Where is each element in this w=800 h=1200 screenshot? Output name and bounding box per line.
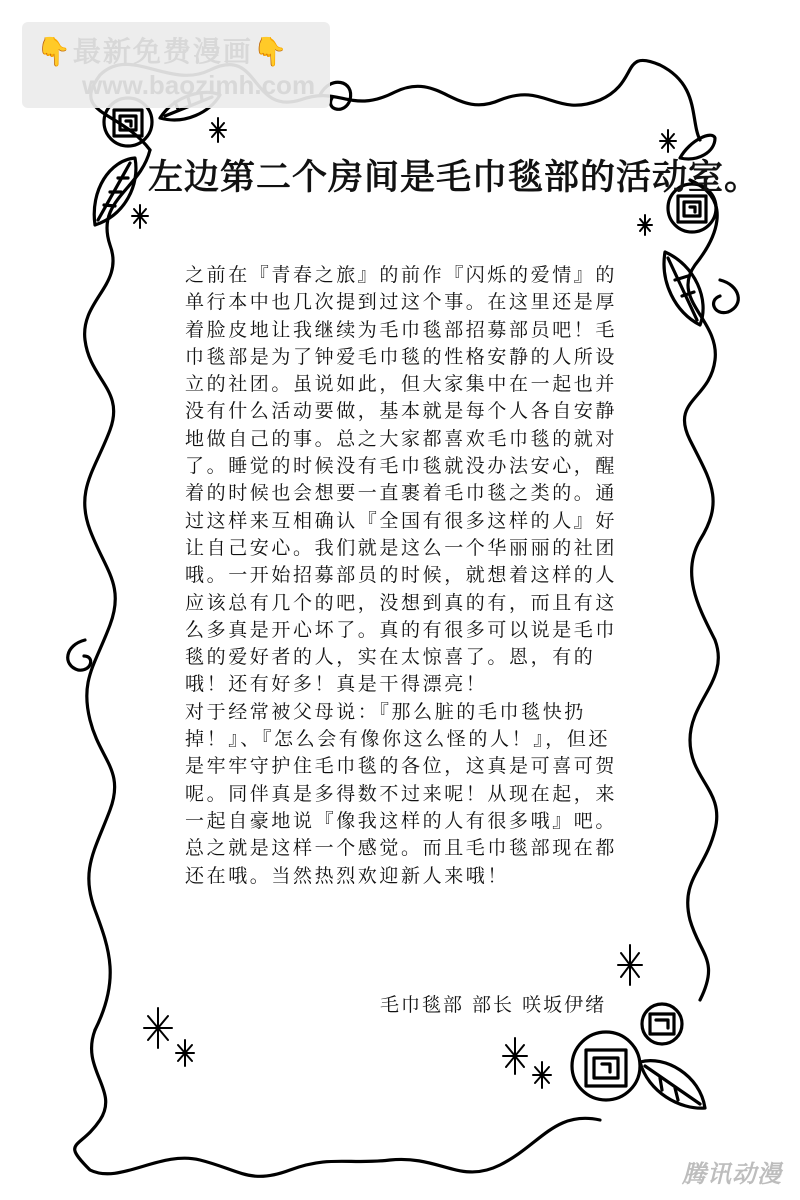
paragraph-2: 对于经常被父母说：『那么脏的毛巾毯快扔掉！』、『怎么会有像你这么怪的人！』，但还是牢牢守护住毛巾毯的各位，这真是可喜可贺呢。同伴真是多得数不过来呢！从现在起，来一起自豪地说『像我这样的人有很多哦』吧。 bbox=[185, 700, 618, 832]
paragraph-3: 总之就是这样一个感觉。而且毛巾毯部现在都还在哦。当然热烈欢迎新人来哦！ bbox=[185, 837, 618, 887]
sparkle-9 bbox=[533, 1062, 551, 1088]
bottom-border-vine bbox=[75, 1030, 600, 1176]
publisher-logo bbox=[652, 1150, 782, 1186]
logo-text: 腾讯动漫 bbox=[682, 1160, 782, 1188]
spiral-curl-left bbox=[68, 640, 91, 670]
sparkle-7 bbox=[176, 1040, 194, 1066]
sparkle-5 bbox=[618, 945, 642, 985]
sparkle-6 bbox=[144, 1008, 172, 1048]
leaf-left bbox=[94, 158, 136, 225]
sparkle-2 bbox=[132, 205, 148, 228]
sparkle-4 bbox=[638, 215, 652, 235]
left-border-vine bbox=[85, 150, 150, 1030]
paragraph-1: 之前在『青春之旅』的前作『闪烁的爱情』的单行本中也几次提到过这个事。在这里还是厚着脸皮地让我继续为毛巾毯部招募部员吧！毛巾毯部是为了钟爱毛巾毯的性格安静的人所设立的社团。虽说如此，但大家集中在一起也并没有什么活动要做，基本就是每个人各自安静地做自己的事。总之大家都喜欢毛巾毯的就对了。睡觉的时候没有毛巾毯就没办法安心，醒着的时候也会想要一直裹着毛巾毯之类的。通过这样来互相确认『全国有很多这样的人』好让自己安心。我们就是这么一个华丽丽的社团哦。一开始招募部员的时候，就想着这样的人应该总有几个的吧，没想到真的有，而且有这么多真是开心坏了。真的有很多可以说是毛巾毯的爱好者的人，实在太惊喜了。恩，有的哦！还有好多！真是干得漂亮！ bbox=[185, 264, 618, 696]
sparkle-8 bbox=[503, 1038, 527, 1074]
signature: 毛巾毯部 部长 咲坂伊绪 bbox=[380, 994, 607, 1016]
watermark-url: www.baozimh.com bbox=[82, 70, 316, 100]
sparkle-3 bbox=[660, 130, 676, 152]
watermark-title: 👇最新免费漫画👇 bbox=[36, 35, 290, 68]
rose-bottom-right bbox=[572, 1004, 682, 1100]
spiral-curl-right bbox=[714, 280, 739, 313]
leaf-bottom-right bbox=[640, 1061, 705, 1109]
sparkle-1 bbox=[210, 118, 226, 142]
watermark-banner bbox=[22, 22, 330, 108]
letter-body bbox=[185, 262, 617, 890]
page-title: 左边第二个房间是毛巾毯部的活动室。 bbox=[148, 158, 761, 198]
